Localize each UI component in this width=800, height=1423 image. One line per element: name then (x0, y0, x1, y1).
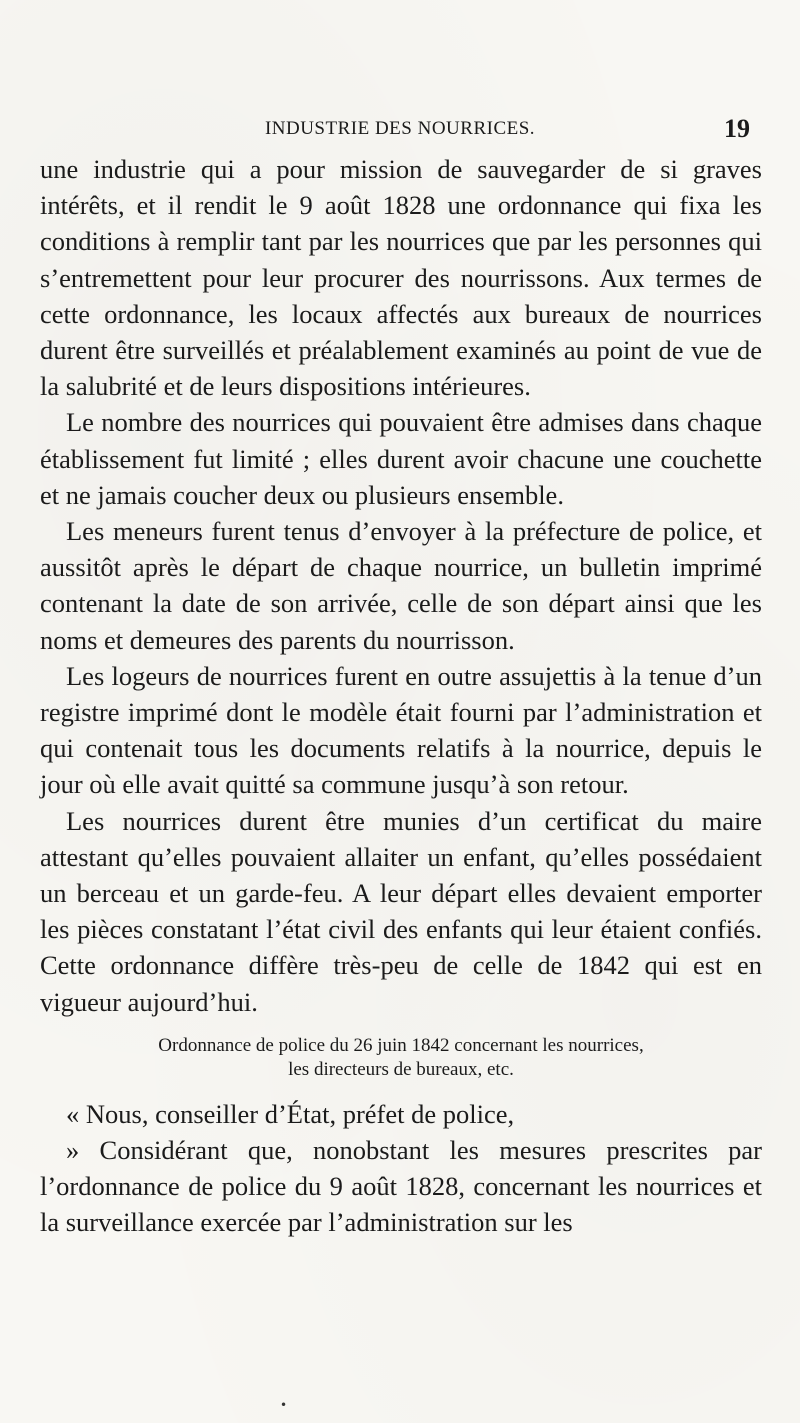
ordinance-heading (40, 1034, 762, 1082)
running-head (40, 114, 760, 144)
decree-text (40, 1096, 762, 1241)
footer-mark: • (280, 1398, 288, 1412)
paragraph-5: Les nourrices durent être munies d’un certificat du maire attestant qu’elles pouvaient allaiter un enfant, qu’elles possédaient un berceau et un garde-feu. A leur départ elles devaient emporter les pièces constatant l’état civil des enfants qui leur étaient confiés. Cette ordonnance diffère très-peu de celle de 1842 qui est en vigueur aujourd’hui. (40, 805, 762, 1017)
running-title: INDUSTRIE DES NOURRICES. (264, 118, 536, 139)
paragraph-3: Les meneurs furent tenus d’envoyer à la préfecture de police, et aussitôt après le départ de chaque nourrice, un bulletin imprimé contenant la date de son arrivée, celle de son départ ainsi que les noms et demeures des parents du nourrisson. (40, 516, 762, 655)
page-number: 19 (724, 114, 750, 143)
decree-line-2: » Considérant que, nonobstant les mesures prescrites par l’ordonnance de police du 9 août 1828, concernant les nourrices et la surveillance exercée par l’administration sur les (40, 1135, 762, 1238)
ordinance-heading-line-1: Ordonnance de police du 26 juin 1842 concernant les nourrices, (158, 1034, 644, 1056)
main-text (40, 151, 762, 1241)
ordinance-heading-line-2: les directeurs de bureaux, etc. (288, 1058, 514, 1080)
paragraph-2: Le nombre des nourrices qui pouvaient être admises dans chaque établissement fut limité ; elles durent avoir chacune une couchette et ne jamais coucher deux ou plusieurs ensemble. (40, 407, 762, 510)
decree-line-1: « Nous, conseiller d’État, préfet de police, (66, 1098, 515, 1129)
paragraph-4: Les logeurs de nourrices furent en outre assujettis à la tenue d’un registre imprimé dont le modèle était fourni par l’administration et qui contenait tous les documents relatifs à la nourrice, depuis le jour où elle avait quitté sa commune jusqu’à son retour. (40, 660, 762, 800)
paragraph-1: une industrie qui a pour mission de sauvegarder de si graves intérêts, et il rendit le 9 août 1828 une ordonnance qui fixa les conditions à remplir tant par les nourrices que par les personnes qui s’entremettent pour leur procurer des nourrissons. Aux termes de cette ordonnance, les locaux affectés aux bureaux de nourrices durent être surveillés et préalablement examinés au point de vue de la salubrité et de leurs dispositions intérieures. (40, 154, 762, 402)
